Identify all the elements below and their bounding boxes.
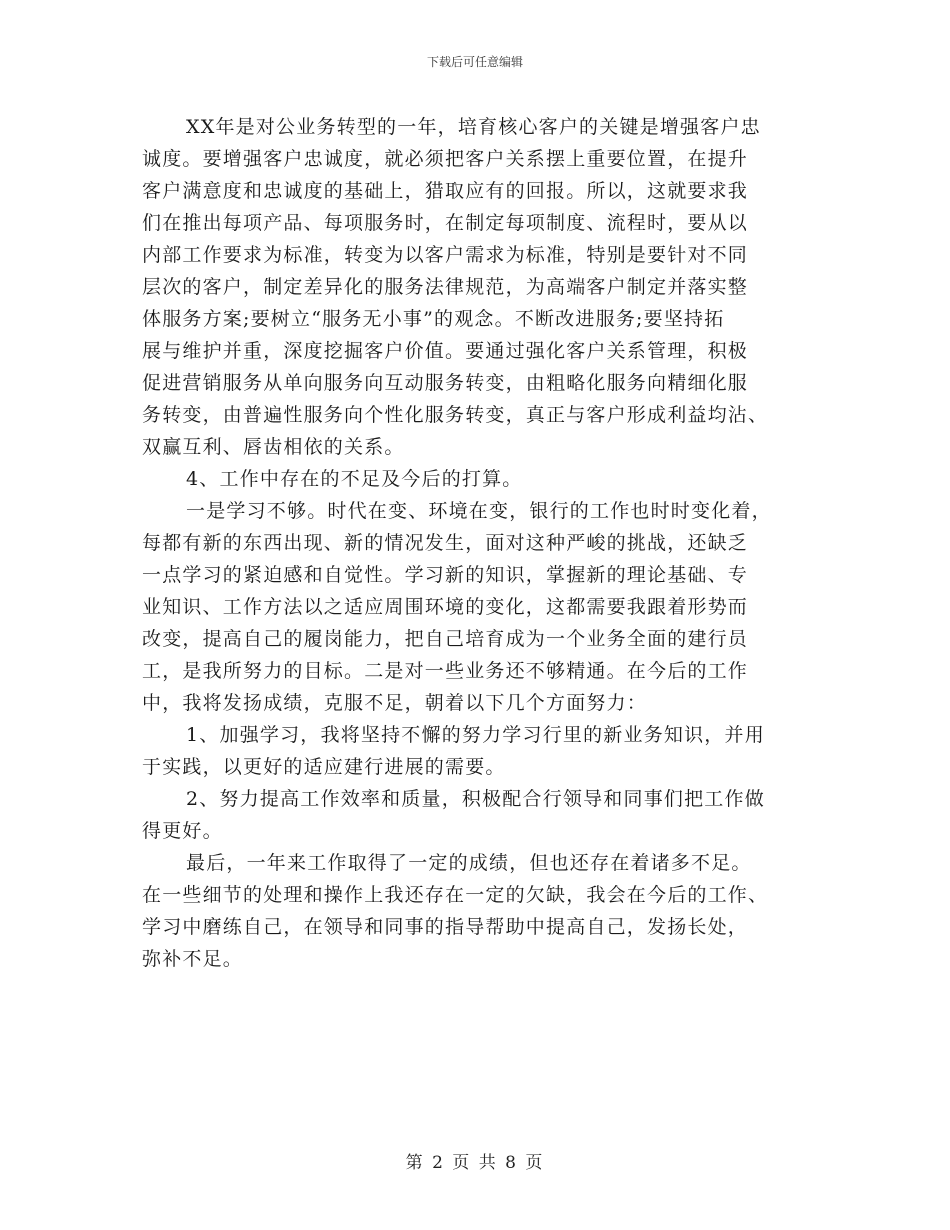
- body-line: 内部工作要求为标准，转变为以客户需求为标准，特别是要针对不同: [142, 244, 749, 266]
- body-line: 学习中磨练自己，在领导和同事的指导帮助中提高自己，发扬长处，: [142, 916, 749, 938]
- body-line: 务转变，由普遍性服务向个性化服务转变，真正与客户形成利益均沾、: [142, 404, 769, 426]
- body-line: 促进营销服务从单向服务向互动服务转变，由粗略化服务向精细化服: [142, 372, 749, 394]
- body-line: 改变，提高自己的履岗能力，把自己培育成为一个业务全面的建行员: [142, 628, 749, 650]
- body-line: 一是学习不够。时代在变、环境在变，银行的工作也时时变化着，: [186, 500, 772, 522]
- body-line: 展与维护并重，深度挖掘客户价值。要通过强化客户关系管理，积极: [142, 340, 749, 362]
- body-line: 一点学习的紧迫感和自觉性。学习新的知识，掌握新的理论基础、专: [142, 564, 749, 586]
- body-line: 于实践，以更好的适应建行进展的需要。: [142, 756, 506, 778]
- section-heading: 4、工作中存在的不足及今后的打算。: [186, 468, 523, 490]
- body-line: 业知识、工作方法以之适应周围环境的变化，这都需要我跟着形势而: [142, 596, 749, 618]
- list-item: 1、加强学习，我将坚持不懈的努力学习行里的新业务知识，并用: [186, 724, 765, 746]
- body-line: 在一些细节的处理和操作上我还存在一定的欠缺，我会在今后的工作、: [142, 884, 769, 906]
- body-line: 最后，一年来工作取得了一定的成绩，但也还存在着诸多不足。: [186, 852, 752, 874]
- body-line: 体服务方案;要树立“服务无小事”的观念。不断改进服务;要坚持拓: [142, 308, 725, 330]
- body-line: 每都有新的东西出现、新的情况发生，面对这种严峻的挑战，还缺乏: [142, 532, 749, 554]
- page-header: 下载后可任意编辑: [426, 55, 523, 69]
- body-line: XX年是对公业务转型的一年，培育核心客户的关键是增强客户忠: [186, 116, 761, 138]
- body-line: 工，是我所努力的目标。二是对一些业务还不够精通。在今后的工作: [142, 660, 749, 682]
- body-line: 中，我将发扬成绩，克服不足，朝着以下几个方面努力：: [142, 692, 648, 714]
- body-line: 得更好。: [142, 820, 223, 842]
- document-body: [142, 111, 812, 975]
- body-line: 客户满意度和忠诚度的基础上，猎取应有的回报。所以，这就要求我: [142, 180, 749, 202]
- body-line: 们在推出每项产品、每项服务时，在制定每项制度、流程时，要从以: [142, 212, 749, 234]
- body-line: 弥补不足。: [142, 948, 244, 970]
- page-number-footer: 第 2 页 共 8 页: [405, 1153, 545, 1173]
- body-line: 层次的客户，制定差异化的服务法律规范，为高端客户制定并落实整: [142, 276, 749, 298]
- list-item: 2、努力提高工作效率和质量，积极配合行领导和同事们把工作做: [186, 788, 765, 810]
- body-line: 诚度。要增强客户忠诚度，就必须把客户关系摆上重要位置，在提升: [142, 148, 749, 170]
- body-line: 双赢互利、唇齿相依的关系。: [142, 436, 405, 458]
